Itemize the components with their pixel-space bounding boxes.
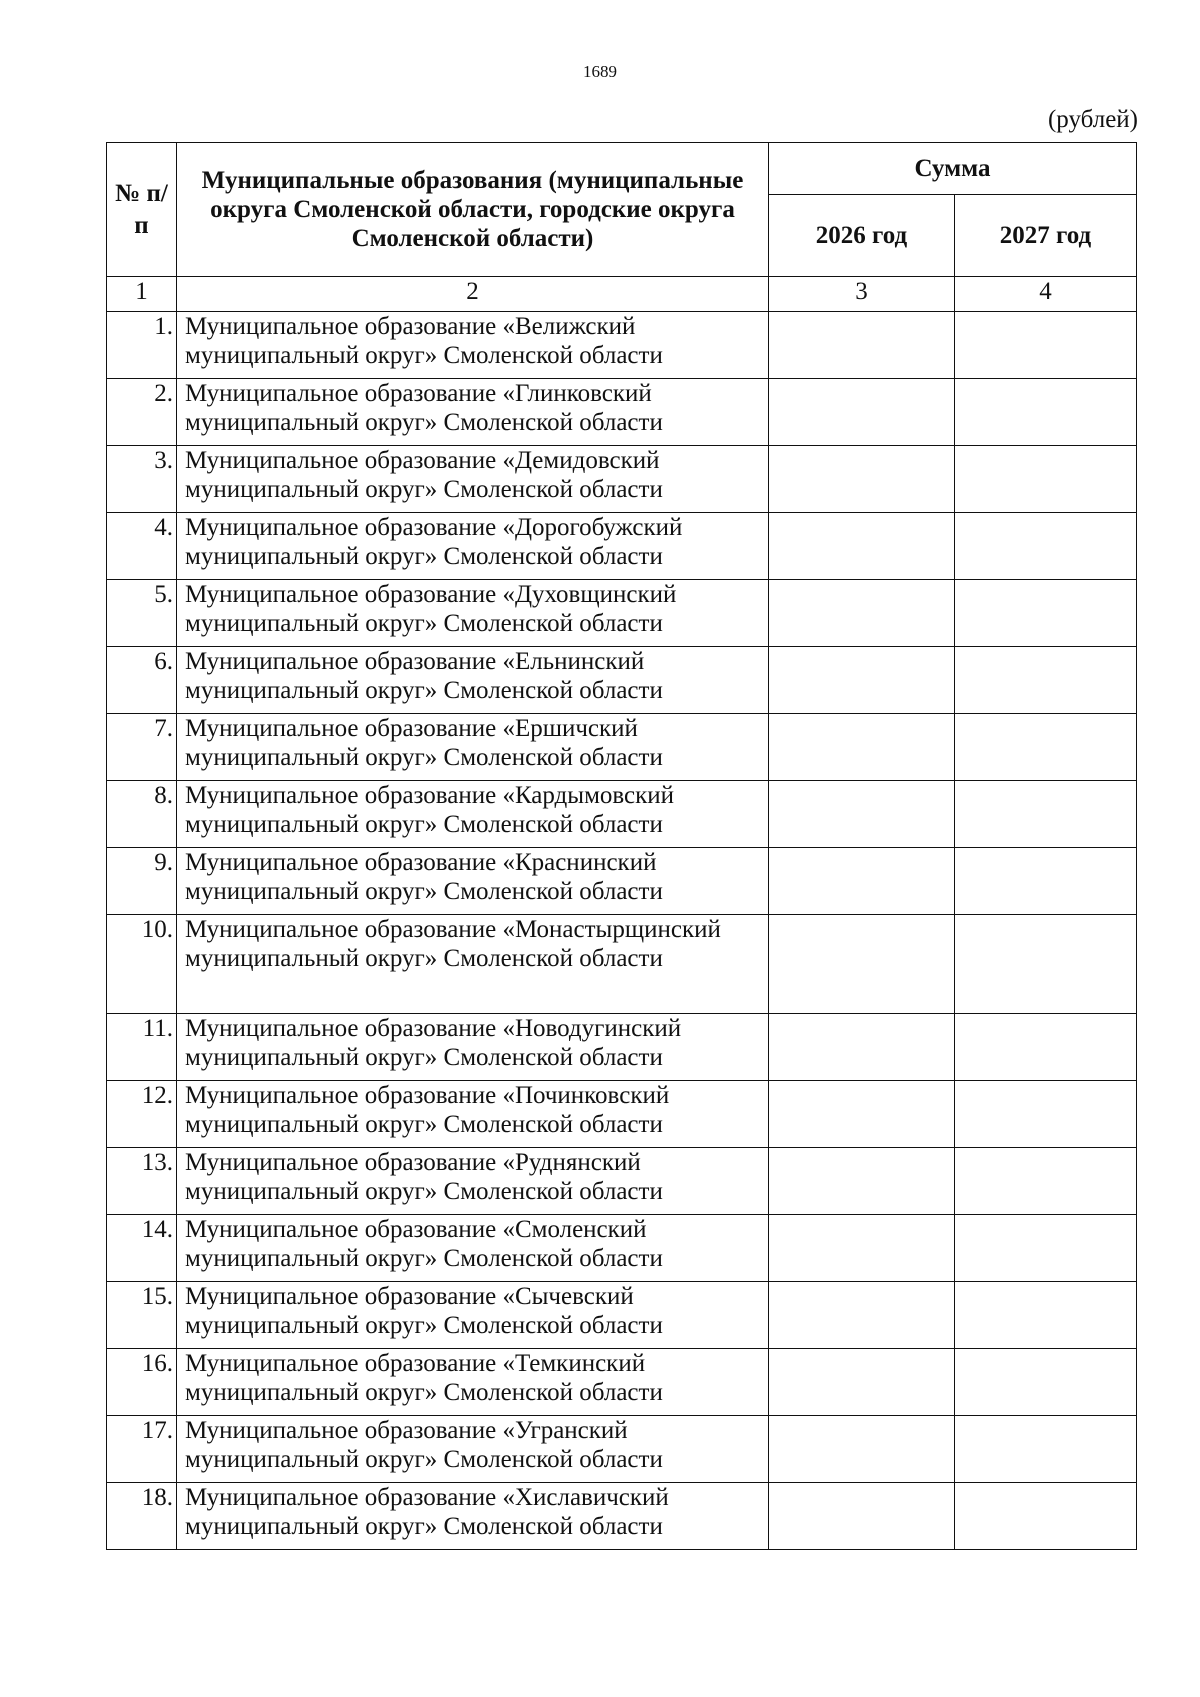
amount-2027-cell (955, 312, 1137, 379)
table-row (107, 647, 1137, 714)
amount-2027-cell (955, 580, 1137, 647)
municipality-name: Муниципальное образование «Сычевский муниципальный округ» Смоленской области (177, 1282, 769, 1349)
table-row (107, 580, 1137, 647)
header-entity: Муниципальные образования (муниципальные округа Смоленской области, городские округа Смоленской области) (177, 143, 769, 277)
amount-2026-cell (769, 312, 955, 379)
municipality-name: Муниципальное образование «Глинковский муниципальный округ» Смоленской области (177, 379, 769, 446)
amount-2026-cell (769, 1148, 955, 1215)
amount-2026-cell (769, 714, 955, 781)
municipality-name: Муниципальное образование «Ершичский муниципальный округ» Смоленской области (177, 714, 769, 781)
municipality-name: Муниципальное образование «Ельнинский муниципальный округ» Смоленской области (177, 647, 769, 714)
amount-2027-cell (955, 1282, 1137, 1349)
amount-2026-cell (769, 379, 955, 446)
row-number: 10. (107, 915, 177, 1014)
municipality-name: Муниципальное образование «Краснинский муниципальный округ» Смоленской области (177, 848, 769, 915)
amount-2027-cell (955, 1014, 1137, 1081)
municipality-name: Муниципальное образование «Новодугинский муниципальный округ» Смоленской области (177, 1014, 769, 1081)
amount-2026-cell (769, 848, 955, 915)
row-number: 4. (107, 513, 177, 580)
amount-2027-cell (955, 379, 1137, 446)
amount-2026-cell (769, 1483, 955, 1550)
amount-2026-cell (769, 513, 955, 580)
amount-2027-cell (955, 513, 1137, 580)
amount-2026-cell (769, 647, 955, 714)
table-row (107, 1081, 1137, 1148)
row-number: 13. (107, 1148, 177, 1215)
table-row (107, 1215, 1137, 1282)
municipality-name: Муниципальное образование «Монастырщинский муниципальный округ» Смоленской области (177, 915, 769, 1014)
amount-2027-cell (955, 1148, 1137, 1215)
units-label: (рублей) (1047, 106, 1138, 133)
table-row (107, 1349, 1137, 1416)
column-index: 4 (955, 277, 1137, 312)
amount-2027-cell (955, 781, 1137, 848)
table-row (107, 1282, 1137, 1349)
municipality-name: Муниципальное образование «Руднянский муниципальный округ» Смоленской области (177, 1148, 769, 1215)
header-year-2027: 2027 год (955, 195, 1137, 277)
amount-2027-cell (955, 1483, 1137, 1550)
table-row (107, 1483, 1137, 1550)
table-row (107, 781, 1137, 848)
column-index: 1 (107, 277, 177, 312)
amount-2026-cell (769, 915, 955, 1014)
table-row (107, 1014, 1137, 1081)
amount-2026-cell (769, 1215, 955, 1282)
amount-2027-cell (955, 1215, 1137, 1282)
municipality-name: Муниципальное образование «Демидовский муниципальный округ» Смоленской области (177, 446, 769, 513)
row-number: 14. (107, 1215, 177, 1282)
amount-2026-cell (769, 1282, 955, 1349)
row-number: 3. (107, 446, 177, 513)
amount-2026-cell (769, 1416, 955, 1483)
municipality-name: Муниципальное образование «Дорогобужский муниципальный округ» Смоленской области (177, 513, 769, 580)
allocation-table (106, 142, 1137, 1550)
row-number: 15. (107, 1282, 177, 1349)
amount-2027-cell (955, 915, 1137, 1014)
table-row (107, 714, 1137, 781)
municipality-name: Муниципальное образование «Духовщинский муниципальный округ» Смоленской области (177, 580, 769, 647)
municipality-name: Муниципальное образование «Смоленский муниципальный округ» Смоленской области (177, 1215, 769, 1282)
amount-2027-cell (955, 848, 1137, 915)
header-num: № п/п (107, 143, 177, 277)
column-index: 3 (769, 277, 955, 312)
amount-2026-cell (769, 1081, 955, 1148)
municipality-name: Муниципальное образование «Темкинский муниципальный округ» Смоленской области (177, 1349, 769, 1416)
table-row (107, 446, 1137, 513)
amount-2026-cell (769, 1349, 955, 1416)
page-number: 1689 (583, 62, 617, 81)
amount-2026-cell (769, 781, 955, 848)
row-number: 7. (107, 714, 177, 781)
header-year-2026: 2026 год (769, 195, 955, 277)
amount-2026-cell (769, 1014, 955, 1081)
municipality-name: Муниципальное образование «Починковский муниципальный округ» Смоленской области (177, 1081, 769, 1148)
amount-2026-cell (769, 580, 955, 647)
table-row (107, 312, 1137, 379)
row-number: 8. (107, 781, 177, 848)
row-number: 1. (107, 312, 177, 379)
municipality-name: Муниципальное образование «Хиславичский муниципальный округ» Смоленской области (177, 1483, 769, 1550)
municipality-name: Муниципальное образование «Велижский муниципальный округ» Смоленской области (177, 312, 769, 379)
table-row (107, 1148, 1137, 1215)
row-number: 12. (107, 1081, 177, 1148)
row-number: 16. (107, 1349, 177, 1416)
header-sum: Сумма (769, 143, 1137, 195)
row-number: 9. (107, 848, 177, 915)
table-row (107, 848, 1137, 915)
amount-2027-cell (955, 714, 1137, 781)
row-number: 5. (107, 580, 177, 647)
table-row (107, 915, 1137, 1014)
table-row (107, 1416, 1137, 1483)
municipality-name: Муниципальное образование «Кардымовский муниципальный округ» Смоленской области (177, 781, 769, 848)
municipality-name: Муниципальное образование «Угранский муниципальный округ» Смоленской области (177, 1416, 769, 1483)
row-number: 6. (107, 647, 177, 714)
table-body (107, 312, 1137, 1550)
amount-2027-cell (955, 1416, 1137, 1483)
row-number: 2. (107, 379, 177, 446)
amount-2027-cell (955, 446, 1137, 513)
row-number: 17. (107, 1416, 177, 1483)
table-row (107, 379, 1137, 446)
amount-2027-cell (955, 647, 1137, 714)
table-row (107, 513, 1137, 580)
amount-2027-cell (955, 1081, 1137, 1148)
row-number: 11. (107, 1014, 177, 1081)
column-index: 2 (177, 277, 769, 312)
amount-2026-cell (769, 446, 955, 513)
row-number: 18. (107, 1483, 177, 1550)
amount-2027-cell (955, 1349, 1137, 1416)
